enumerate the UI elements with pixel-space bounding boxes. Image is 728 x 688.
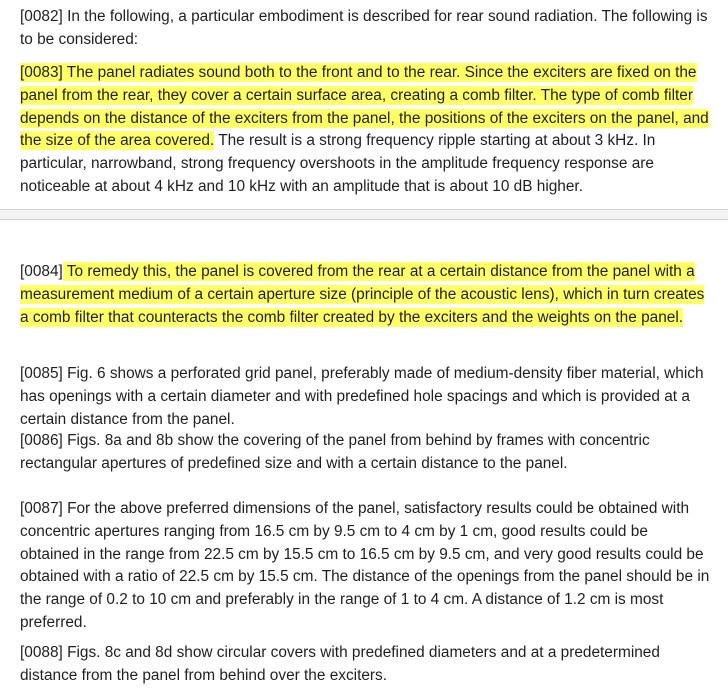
paragraph-0085-text: [0085] Fig. 6 shows a perforated grid panel, preferably made of medium-density fiber material, which has openings with a certain diameter and with predefined hole spacings and which is provided at a certain distance from the panel. xyxy=(20,365,704,428)
paragraph-0088-text: [0088] Figs. 8c and 8d show circular covers with predefined diameters and at a predetermined distance from the panel from behind over the exciters. xyxy=(20,644,660,684)
paragraph-0086 xyxy=(20,430,710,476)
paragraph-0084-label: [0084] xyxy=(20,263,63,280)
paragraph-0083 xyxy=(20,62,710,199)
paragraph-0082-text: [0082] In the following, a particular embodiment is described for rear sound radiation. The following is to be considered: xyxy=(20,8,708,48)
document-page-1 xyxy=(0,0,728,210)
paragraph-0087 xyxy=(20,498,710,635)
paragraph-0083-text: The result is a strong frequency ripple starting at about 3 kHz. In particular, narrowband, strong frequency overshoots in the amplitude frequency response are noticeable at about 4 kHz and 10 kHz with an amplitude that is about 10 dB higher. xyxy=(20,132,656,195)
paragraph-0082 xyxy=(20,6,710,52)
document-page-2 xyxy=(0,220,728,688)
highlighted-text: To remedy this, the panel is covered from the rear at a certain distance from the panel with a measurement medium of a certain aperture size (principle of the acoustic lens), which in turn creates a comb filter that counteracts the comb filter created by the exciters and the weights on the panel. xyxy=(20,263,705,326)
page-separator xyxy=(0,209,728,220)
paragraph-0088 xyxy=(20,642,710,688)
highlighted-text: [0083] The panel radiates sound both to the front and to the rear. Since the exciters are fixed on the panel from the rear, they cover a certain surface area, creating a comb filter. The type of comb filter depends on the distance of the exciters from the panel, the positions of the exciters on the panel, and the size of the area covered. xyxy=(20,64,709,150)
paragraph-0086-text: [0086] Figs. 8a and 8b show the covering of the panel from behind by frames with concentric rectangular apertures of predefined size and with a certain distance to the panel. xyxy=(20,432,650,472)
paragraph-0085 xyxy=(20,363,710,431)
paragraph-0084 xyxy=(20,261,710,329)
paragraph-0087-text: [0087] For the above preferred dimensions of the panel, satisfactory results could be obtained with concentric apertures ranging from 16.5 cm by 9.5 cm to 4 cm by 1 cm, good results could be obtained in the range from 22.5 cm by 15.5 cm to 16.5 cm by 9.5 cm, and very good results could be obtained with a ratio of 22.5 cm by 15.5 cm. The distance of the openings from the panel should be in the range of 0.2 to 10 cm and preferably in the range of 1 to 4 cm. A distance of 1.2 cm is most preferred. xyxy=(20,500,710,631)
